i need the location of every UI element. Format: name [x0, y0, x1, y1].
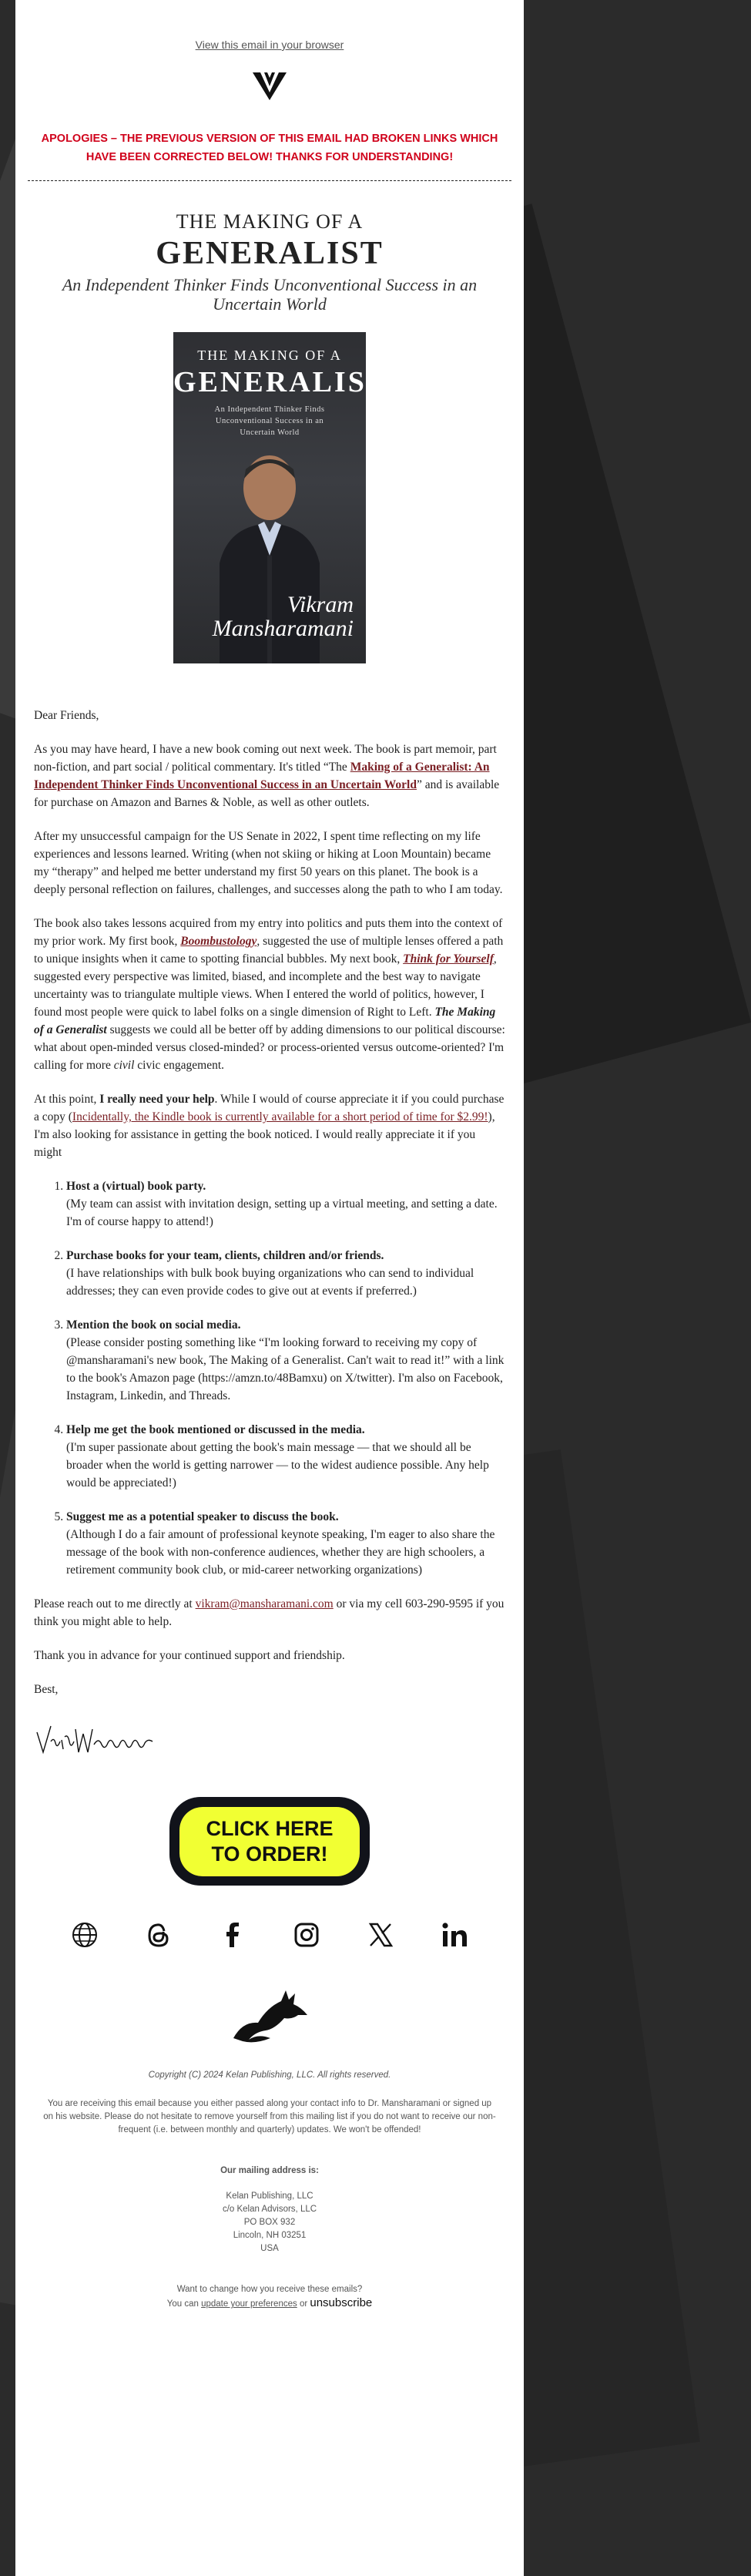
email-card: [15, 0, 524, 2576]
social-links: [34, 1919, 505, 1950]
order-button-line1: CLICK HERE: [206, 1816, 334, 1840]
book-cover-image[interactable]: [173, 332, 389, 663]
email-link[interactable]: vikram@mansharamani.com: [195, 1597, 334, 1610]
paragraph-1: As you may have heard, I have a new book coming out next week. The book is part memoir, part non-fiction, and part social / political commentary. It's titled “The Making of a Generalist: An Independent Thinker Finds Unconventional Success in an Uncertain World” and is available for purchase on Amazon and Barnes & Noble, as well as other outlets.: [34, 743, 500, 809]
list-item: 4. Help me get the book mentioned or discussed in the media. (I'm super passionate about getting the book's main message — that we should all be broader when the world is getting narrower — to the widest audience possible. Any help would be appreciated!): [66, 1421, 505, 1492]
view-in-browser-link[interactable]: View this email in your browser: [195, 39, 344, 51]
fox-logo-icon: [227, 1984, 312, 2046]
linkedin-icon[interactable]: [439, 1919, 470, 1950]
preferences-line: You can update your preferences or unsubscribe: [166, 2296, 373, 2309]
signature-icon: [34, 1718, 157, 1762]
paragraph-4: At this point, I really need your help. While I would of course appreciate it if you could purchase a copy (Incidentally, the Kindle book is currently available for a short period of time for $2.99!), I'm also looking for assistance in getting the book noticed. I would really appreciate it if you might: [34, 1093, 505, 1159]
closing: Best,: [34, 1683, 59, 1696]
cover-subtitle: An Independent Thinker Finds Unconventional Success in an Uncertain World: [214, 405, 325, 437]
order-button-face: [179, 1807, 360, 1876]
book-title-block: [34, 210, 505, 314]
footer: [34, 2069, 505, 2311]
cover-author-last: Mansharamani: [212, 616, 354, 641]
letter-body: [34, 707, 505, 1765]
list-item: 5. Suggest me as a potential speaker to discuss the book. (Although I do a fair amount of professional keynote speaking, I'm eager to also share the message of the book with non-conference audiences, whether they are high schoolers, a retirement community book club, or mid-career networking organizations): [66, 1508, 505, 1579]
vm-logo-icon: [251, 71, 288, 102]
change-preferences-text: Want to change how you receive these emails?: [176, 2285, 363, 2294]
paragraph-2: After my unsuccessful campaign for the US Senate in 2022, I spent time reflecting on my life experiences and lessons learned. Writing (when not skiing or hiking at Loon Mountain) became my “therapy” and helped me better understand my first 50 years on this planet. The book is a deeply personal reflection on failures, challenges, and successes along the path to who I am today.: [34, 830, 503, 896]
copyright: Copyright (C) 2024 Kelan Publishing, LLC. All rights reserved.: [148, 2071, 391, 2080]
threads-icon[interactable]: [143, 1919, 174, 1950]
signature: [34, 1718, 505, 1765]
unsubscribe-link[interactable]: unsubscribe: [310, 2296, 373, 2309]
paragraph-5: Please reach out to me directly at vikram@mansharamani.com or via my cell 603-290-9595 if you think you might able to help.: [34, 1597, 505, 1628]
mailing-address: Kelan Publishing, LLC c/o Kelan Advisors, LLC PO BOX 932 Lincoln, NH 03251 USA: [222, 2191, 317, 2253]
globe-icon[interactable]: [69, 1919, 100, 1950]
cover-author: [213, 593, 354, 640]
greeting: Dear Friends,: [34, 709, 99, 722]
list-item: 2. Purchase books for your team, clients, children and/or friends. (I have relationships with bulk book buying organizations who can send to individual addresses; they can even provide codes to give out at events if preferred.): [66, 1247, 505, 1300]
think-for-yourself-link[interactable]: Think for Yourself: [403, 952, 494, 966]
cover-title-line2: GENERALIST: [173, 366, 389, 398]
fox-logo: [34, 1984, 505, 2046]
cover-title-line1: THE MAKING OF A: [197, 348, 342, 363]
list-item: 1. Host a (virtual) book party. (My team can assist with invitation design, setting up a virtual meeting, and setting a date. I'm of course happy to attend!): [66, 1177, 505, 1231]
order-button[interactable]: [169, 1797, 370, 1886]
book-title-line2: GENERALIST: [156, 236, 384, 271]
facebook-icon[interactable]: [217, 1919, 248, 1950]
boombustology-link[interactable]: Boombustology: [180, 935, 257, 948]
vm-logo: [15, 71, 524, 102]
kindle-offer-link[interactable]: Incidentally, the Kindle book is currently available for a short period of time for $2.99!: [72, 1110, 488, 1123]
apology-notice: APOLOGIES – THE PREVIOUS VERSION OF THIS EMAIL HAD BROKEN LINKS WHICH HAVE BEEN CORRECTED BELOW! THANKS FOR UNDERSTANDING!: [41, 133, 498, 163]
book-title-line1: THE MAKING OF A: [176, 210, 364, 233]
instagram-icon[interactable]: [291, 1919, 322, 1950]
x-icon[interactable]: [365, 1919, 396, 1950]
order-button-line2: TO ORDER!: [211, 1842, 328, 1866]
paragraph-6: Thank you in advance for your continued support and friendship.: [34, 1649, 345, 1662]
book-title-link[interactable]: Making of a Generalist: An Independent Thinker Finds Unconventional Success in an Uncertain World: [34, 761, 490, 791]
update-preferences-link[interactable]: update your preferences: [201, 2299, 297, 2309]
book-subtitle: An Independent Thinker Finds Unconventional Success in an Uncertain World: [62, 275, 478, 314]
list-item: 3. Mention the book on social media. (Please consider posting something like “I'm looking forward to receiving my copy of @mansharamani's new book, The Making of a Generalist. Can't wait to read it!” with a link to the book's Amazon page (https://amzn.to/48Bamxu) on X/twitter). I'm also on Facebook, Instagram, Linkedin, and Threads.: [66, 1316, 505, 1405]
paragraph-3: The book also takes lessons acquired from my entry into politics and puts them into the context of my prior work. My first book, Boombustology, suggested the use of multiple lenses offered a path to unique insights when it came to spotting financial bubbles. My next book, Think for Yourself, suggested every perspective was limited, biased, and incomplete and the best way to navigate uncertainty was to triangulate multiple views. When I entered the world of politics, however, I found most people were quick to label folks on a single dimension of Right to Left. The Making of a Generalist suggests we could all be better off by adding dimensions to our political discourse: what about open-minded versus closed-minded? or process-oriented versus outcome-oriented? I'm calling for more civil civic engagement.: [34, 917, 505, 1072]
address-heading: Our mailing address is:: [220, 2166, 319, 2175]
fine-print: You are receiving this email because you either passed along your contact info to Dr. Mansharamani or signed up on his website. Please do not hesitate to remove yourself from this mailing list if you do not want to receive our non-frequent (i.e. between monthly and quarterly) updates. We won't be offended!: [43, 2099, 496, 2134]
help-requests-list: [34, 1177, 505, 1579]
dashed-divider: [28, 180, 511, 181]
cover-author-first: Vikram: [287, 592, 354, 617]
